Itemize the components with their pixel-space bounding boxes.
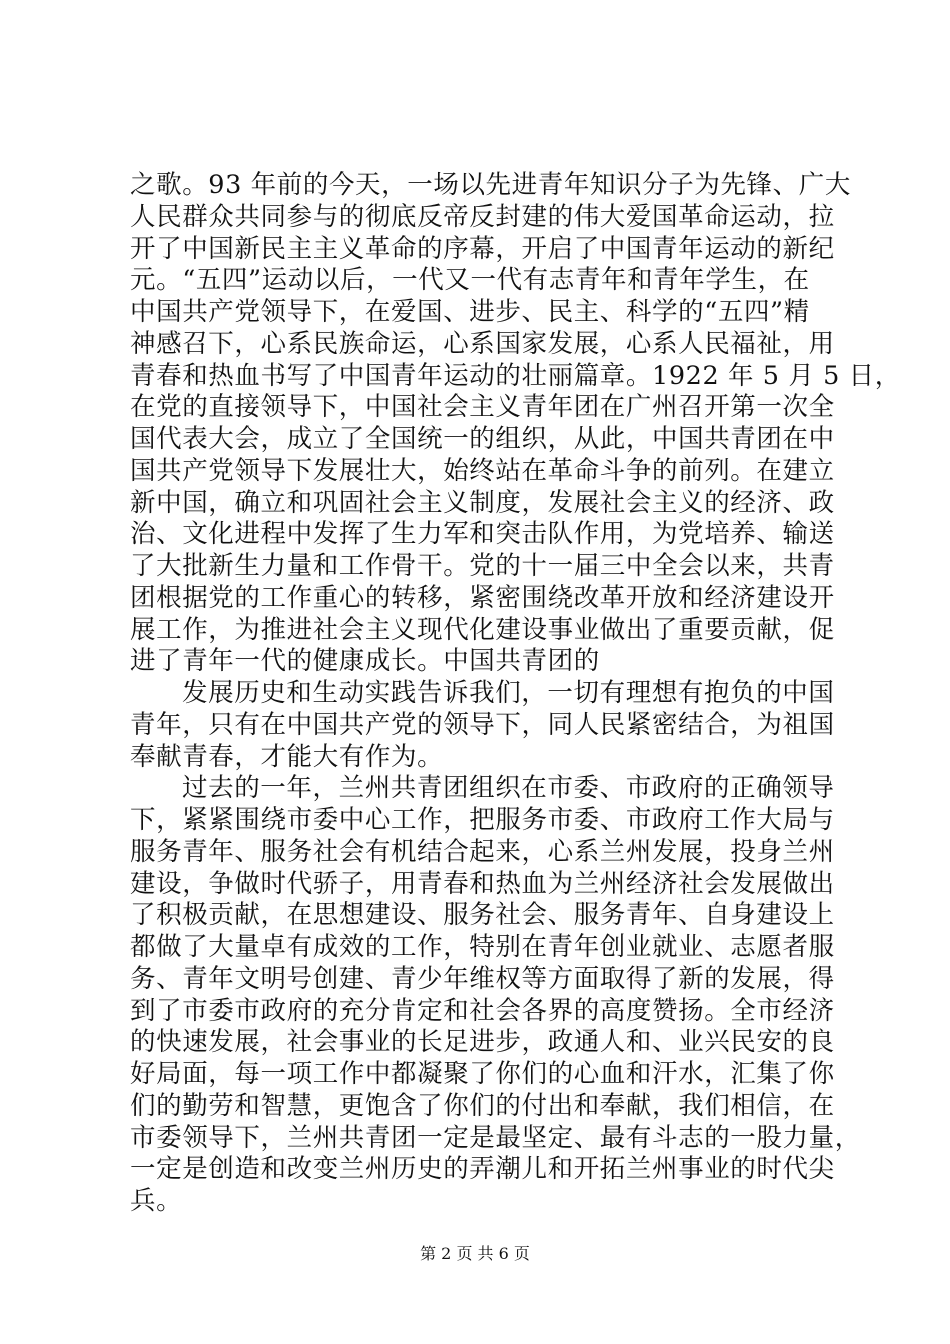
text-line: 好局面，每一项工作中都凝聚了你们的心血和汗水，汇集了你 bbox=[130, 1059, 835, 1089]
text-line: 青春和热血书写了中国青年运动的壮丽篇章。1922 年 5 月 5 日， bbox=[130, 360, 901, 391]
text-line: 青年，只有在中国共产党的领导下，同人民紧密结合，为祖国 bbox=[130, 709, 835, 740]
text-line: 之歌。93 年前的今天，一场以先进青年知识分子为先锋、广大 bbox=[130, 170, 851, 200]
text-line: 们的勤劳和智慧，更饱含了你们的付出和奉献，我们相信，在 bbox=[130, 1090, 835, 1121]
text-line: 建设，争做时代骄子，用青春和热血为兰州经济社会发展做出 bbox=[130, 868, 835, 899]
text-line: 神感召下，心系民族命运，心系国家发展，心系人民福祉，用 bbox=[130, 328, 835, 359]
text-line: 新中国，确立和巩固社会主义制度，发展社会主义的经济、政 bbox=[130, 487, 835, 518]
text-line: 团根据党的工作重心的转移，紧密围绕改革开放和经济建设开 bbox=[130, 582, 835, 613]
text-line: 开了中国新民主主义革命的序幕，开启了中国青年运动的新纪 bbox=[130, 233, 835, 264]
text-line: 国共产党领导下发展壮大，始终站在革命斗争的前列。在建立 bbox=[130, 455, 835, 486]
text-line: 在党的直接领导下，中国社会主义青年团在广州召开第一次全 bbox=[130, 392, 835, 423]
text-line: 到了市委市政府的充分肯定和社会各界的高度赞扬。全市经济 bbox=[130, 995, 835, 1026]
text-line: 一定是创造和改变兰州历史的弄潮儿和开拓兰州事业的时代尖 bbox=[130, 1154, 835, 1185]
text-line: 都做了大量卓有成效的工作，特别在青年创业就业、志愿者服 bbox=[130, 932, 835, 962]
text-line: 兵。 bbox=[130, 1186, 183, 1216]
text-line: 市委领导下，兰州共青团一定是最坚定、最有斗志的一股力量， bbox=[130, 1122, 861, 1153]
text-line: 下，紧紧围绕市委中心工作，把服务市委、市政府工作大局与 bbox=[130, 805, 835, 835]
text-line-indented: 发展历史和生动实践告诉我们，一切有理想有抱负的中国 bbox=[182, 678, 835, 708]
text-line: 展工作，为推进社会主义现代化建设事业做出了重要贡献，促 bbox=[130, 614, 835, 645]
text-line: 治、文化进程中发挥了生力军和突击队作用，为党培养、输送 bbox=[130, 519, 835, 550]
body-text bbox=[130, 170, 901, 1218]
page-footer bbox=[0, 1244, 950, 1264]
text-line: 人民群众共同参与的彻底反帝反封建的伟大爱国革命运动，拉 bbox=[130, 201, 835, 232]
text-line: 了大批新生力量和工作骨干。党的十一届三中全会以来，共青 bbox=[130, 551, 835, 581]
text-line: 元。“五四”运动以后，一代又一代有志青年和青年学生，在 bbox=[130, 265, 810, 296]
text-line: 务、青年文明号创建、青少年维权等方面取得了新的发展，得 bbox=[130, 963, 835, 994]
text-line: 了积极贡献，在思想建设、服务社会、服务青年、自身建设上 bbox=[130, 900, 835, 931]
page-indicator: 第 2 页 共 6 页 bbox=[420, 1244, 530, 1263]
text-line-indented: 过去的一年，兰州共青团组织在市委、市政府的正确领导 bbox=[182, 773, 835, 804]
text-line: 的快速发展，社会事业的长足进步，政通人和、业兴民安的良 bbox=[130, 1027, 835, 1058]
text-line: 进了青年一代的健康成长。中国共青团的 bbox=[130, 646, 600, 677]
text-line: 国代表大会，成立了全国统一的组织，从此，中国共青团在中 bbox=[130, 424, 835, 454]
text-line: 服务青年、服务社会有机结合起来，心系兰州发展，投身兰州 bbox=[130, 836, 835, 867]
text-line: 中国共产党领导下，在爱国、进步、民主、科学的“五四”精 bbox=[130, 297, 810, 327]
text-line: 奉献青春，才能大有作为。 bbox=[130, 741, 444, 772]
